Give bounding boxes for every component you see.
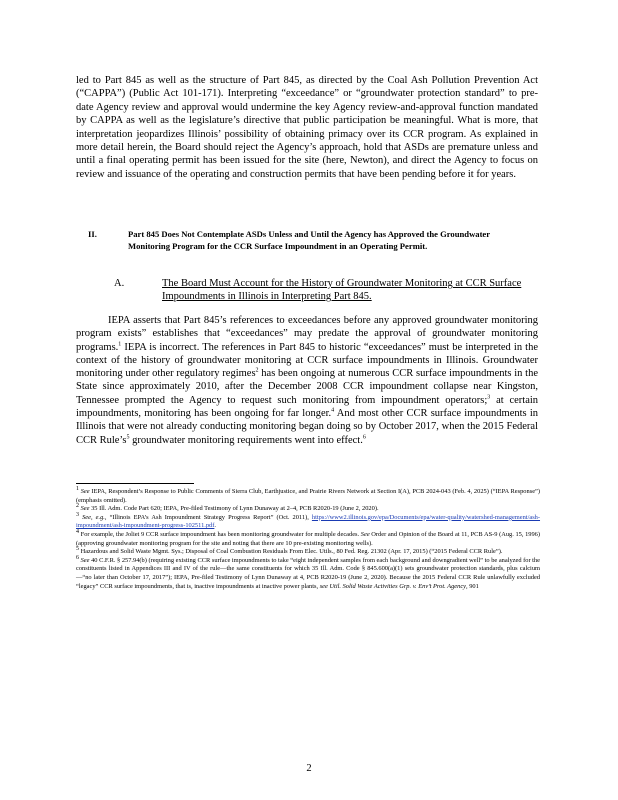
footnote-5: [76, 548, 540, 557]
footnote-text: “Illinois EPA’s Ash Impoundment Strategy Progress Report” (Oct. 2011),: [106, 513, 309, 521]
footnote-ref[interactable]: 4: [331, 407, 335, 414]
sentence: groundwater monitoring requirements went into effect.: [132, 434, 363, 446]
footnote-number: 3: [76, 511, 79, 518]
section-title: Part 845 Does Not Contemplate ASDs Unless and Until the Agency has Approved the Groundwater Monitoring Program for the CCR Surface Impoundment in an Operating Permit.: [128, 229, 490, 251]
signal-word: See: [360, 530, 370, 538]
sentence: IEPA is incorrect. The references in Part 845 to historic “exceedances” must be interpreted in the context of the history of groundwater monitoring at CCR surface impoundments in Illinois. Groundwater monitoring under other regulatory regimes: [76, 341, 538, 380]
footnote-ref[interactable]: 3: [487, 394, 491, 401]
sentence: IEPA asserts that Part 845’s references to exceedances before any approved groundwater monitoring program exists” establishes that “exceedances” may predate the approval of groundwater monitoring programs.: [76, 315, 538, 353]
footnote-number: 6: [76, 554, 79, 561]
body-paragraph-1: [76, 74, 538, 181]
footnote-number: 2: [76, 503, 79, 510]
signal-word: See: [80, 505, 90, 513]
footnote-ref[interactable]: 6: [362, 434, 366, 441]
footnote-text: Hazardous and Solid Waste Mgmt. Sys.; Disposal of Coal Combustion Residuals From Elec. Utils., 80 Fed. Reg. 21302 (Apr. 17, 2015) (“2015 Federal CCR Rule”).: [79, 548, 503, 556]
subsection-title: The Board Must Account for the History of Groundwater Monitoring at CCR Surface Impoundments in Illinois in Interpreting Part 845.: [162, 278, 522, 302]
footnote-number: 5: [76, 546, 79, 553]
subsection-number: A.: [114, 278, 125, 289]
footnote-divider: [76, 483, 194, 484]
sentence: And most other CCR surface impoundments in Illinois that were not already conducting monitoring began doing so by October 2017, when the 2015 Federal CCR Rule’s: [76, 408, 539, 446]
case-citation: see Util. Solid Waste Activities Grp. v. Env’t Prot. Agency: [319, 582, 466, 590]
footnote-text: IEPA, Respondent’s Response to Public Comments of Sierra Club, Earthjustice, and Prairie Rivers Network at Section I(A), PCB 2024-043 (Feb. 4, 2025) (“IEPA Response”) (emphasis omitted).: [76, 488, 540, 504]
footnote-number: 4: [76, 528, 79, 535]
footnote-ref[interactable]: 1: [118, 341, 122, 348]
sentence: at certain impoundments, monitoring has been ongoing for far longer.: [76, 394, 539, 420]
signal-word: See: [80, 488, 90, 495]
footnotes: [76, 485, 541, 591]
footnote-text: 40 C.F.R. § 257.94(b) (requiring existing CCR surface impoundments to take “eight independent samples from each background and downgradient well” to be analyzed for the constituents listed in Appendices III and IV of the rule—the same constituents for which 35 Ill. Adm. Code § 845.600(a)(1) sets groundwater protection standards, plus calcium—“no later than October 17, 2017”); IEPA, Pre-filed Testimony of Lynn Dunaway at 4, PCB R2020-19 (June 2, 2020). Because the 2015 Federal CCR Rule unlawfully excluded “legacy” CCR surface impoundments, that is, inactive impoundments at inactive power plants,: [76, 556, 540, 590]
footnote-4: [76, 528, 540, 548]
page-number: 2: [306, 763, 312, 774]
footnote-text: Order and Opinion of the Board at 11, PCB AS-9 (Aug. 15, 1996) (approving groundwater monitoring program for the site and noting that there are 10 pre-existing monitoring wells).: [76, 530, 540, 547]
sentence: has been ongoing at numerous CCR surface impoundments in the State since approximately 2010, after the December 2008 CCR impoundment collapse near Kingston, Tennessee prompted the Agency to request such monitoring from impoundment operators;: [76, 368, 538, 406]
section-number: II.: [88, 229, 97, 239]
body-paragraph-2: [76, 314, 538, 447]
paragraph-text: led to Part 845 as well as the structure of Part 845, as directed by the Coal Ash Pollution Prevention Act (“CAPPA”) (Public Act 101-171). Interpreting “exceedance” or “groundwater protection standard” to pre-date Agency review and approval would undermine the key Agency review-and-approval function mandated by CAPPA as well as the legislature’s directive that public participation be meaningful. What is more, that interpretation jeopardizes Illinois’ possibility of obtaining primacy over its CCR program. As explained in more detail herein, the Board should reject the Agency’s approach, hold that ASDs are premature unless and until a final operating permit has been issued for the site (here, Newton), and direct the Agency to focus on review and issuance of the operating and construction permits that have been pending before it for years.: [76, 75, 538, 180]
footnote-2: [76, 505, 540, 514]
signal-word: See, e.g.,: [82, 513, 107, 521]
footnote-ref[interactable]: 5: [126, 434, 130, 441]
footnote-text: , 901: [466, 582, 479, 590]
footnote-text: 35 Ill. Adm. Code Part 620; IEPA, Pre-filed Testimony of Lynn Dunaway at 2–4, PCB R2020-19 (June 2, 2020).: [89, 505, 379, 513]
signal-word: See: [80, 556, 90, 564]
footnote-ref[interactable]: 2: [255, 367, 259, 374]
footnote-number: 1: [76, 485, 79, 492]
footnote-text: For example, the Joliet 9 CCR surface impoundment has been monitoring groundwater for multiple decades.: [79, 530, 360, 538]
footnote-text: .: [214, 522, 216, 530]
footnote-6: [76, 554, 540, 591]
footnote-1: [76, 485, 540, 505]
footnote-3: [76, 511, 541, 531]
report-link[interactable]: https://www2.illinois.gov/epa/Documents/epa/water-quality/watershed-management/ash-impoundment/ash-impoundment-progress-102511.pdf: [76, 513, 541, 530]
